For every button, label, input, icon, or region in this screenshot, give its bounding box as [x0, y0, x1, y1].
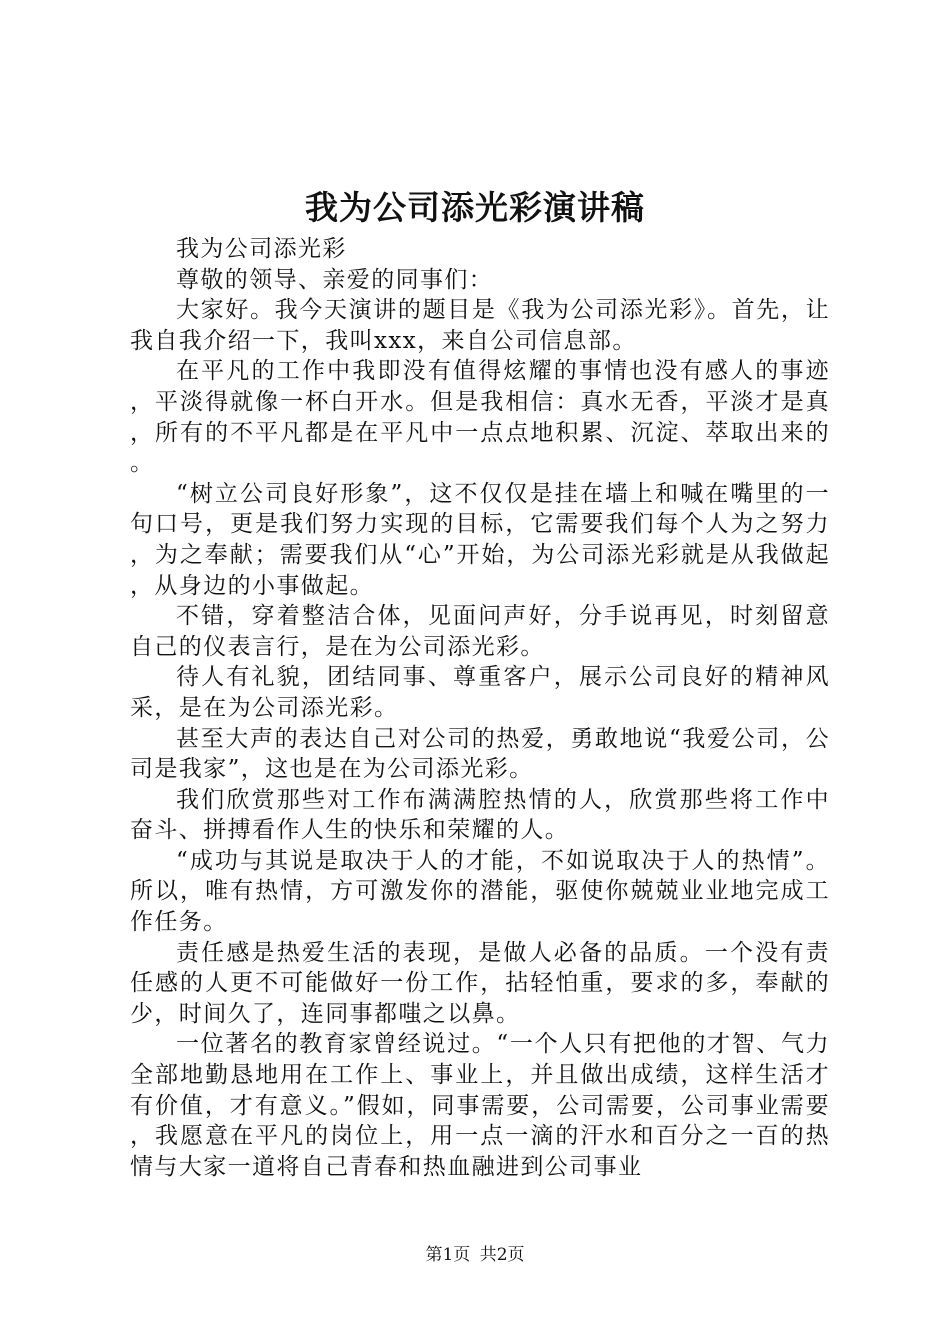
- paragraph: 甚至大声的表达自己对公司的热爱，勇敢地说“我爱公司，公司是我家”，这也是在为公司添光彩。: [130, 725, 830, 783]
- paragraph: 不错，穿着整洁合体，见面问声好，分手说再见，时刻留意自己的仪表言行，是在为公司添光彩。: [130, 603, 830, 660]
- paragraph: 一位著名的教育家曾经说过。“一个人只有把他的才智、气力全部地勤恳地用在工作上、事业上，并且做出成绩，这样生活才有价值，才有意义。”假如，同事需要，公司需要，公司事业需要，我愿意在平凡的岗位上，用一点一滴的汗水和百分之一百的热情与大家一道将自己青春和热血融进到公司事业: [130, 1031, 830, 1180]
- document-title: 我为公司添光彩演讲稿: [305, 188, 645, 227]
- paragraph-salutation: 尊敬的领导、亲爱的同事们：: [176, 266, 494, 293]
- document-body: [130, 234, 830, 1182]
- paragraph: “成功与其说是取决于人的才能，不如说取决于人的热情”。所以，唯有热情，方可激发你的潜能，驱使你兢兢业业地完成工作任务。: [130, 847, 830, 936]
- paragraph-subtitle: 我为公司添光彩: [176, 236, 347, 262]
- paragraph: 在平凡的工作中我即没有值得炫耀的事情也没有感人的事迹，平淡得就像一杯白开水。但是我相信：真水无香，平淡才是真，所有的不平凡都是在平凡中一点点地积累、沉淀、萃取出来的。: [130, 358, 830, 477]
- paragraph: 待人有礼貌，团结同事、尊重客户，展示公司良好的精神风采，是在为公司添光彩。: [130, 664, 830, 721]
- page-number: 第1页: [425, 1245, 471, 1265]
- page-total: 共2页: [479, 1245, 525, 1265]
- paragraph: “树立公司良好形象”，这不仅仅是挂在墙上和喊在嘴里的一句口号，更是我们努力实现的目标，它需要我们每个人为之努力，为之奉献；需要我们从“心”开始，为公司添光彩就是从我做起，从身边的小事做起。: [130, 480, 830, 599]
- page-footer: [0, 1244, 950, 1266]
- paragraph: 责任感是热爱生活的表现，是做人必备的品质。一个没有责任感的人更不可能做好一份工作，拈轻怕重，要求的多，奉献的少，时间久了，连同事都嗤之以鼻。: [130, 939, 830, 1027]
- paragraph: 我们欣赏那些对工作布满满腔热情的人，欣赏那些将工作中奋斗、拼搏看作人生的快乐和荣耀的人。: [130, 786, 830, 844]
- paragraph: 大家好。我今天演讲的题目是《我为公司添光彩》。首先，让我自我介绍一下，我叫xxx，来自公司信息部。: [130, 297, 830, 354]
